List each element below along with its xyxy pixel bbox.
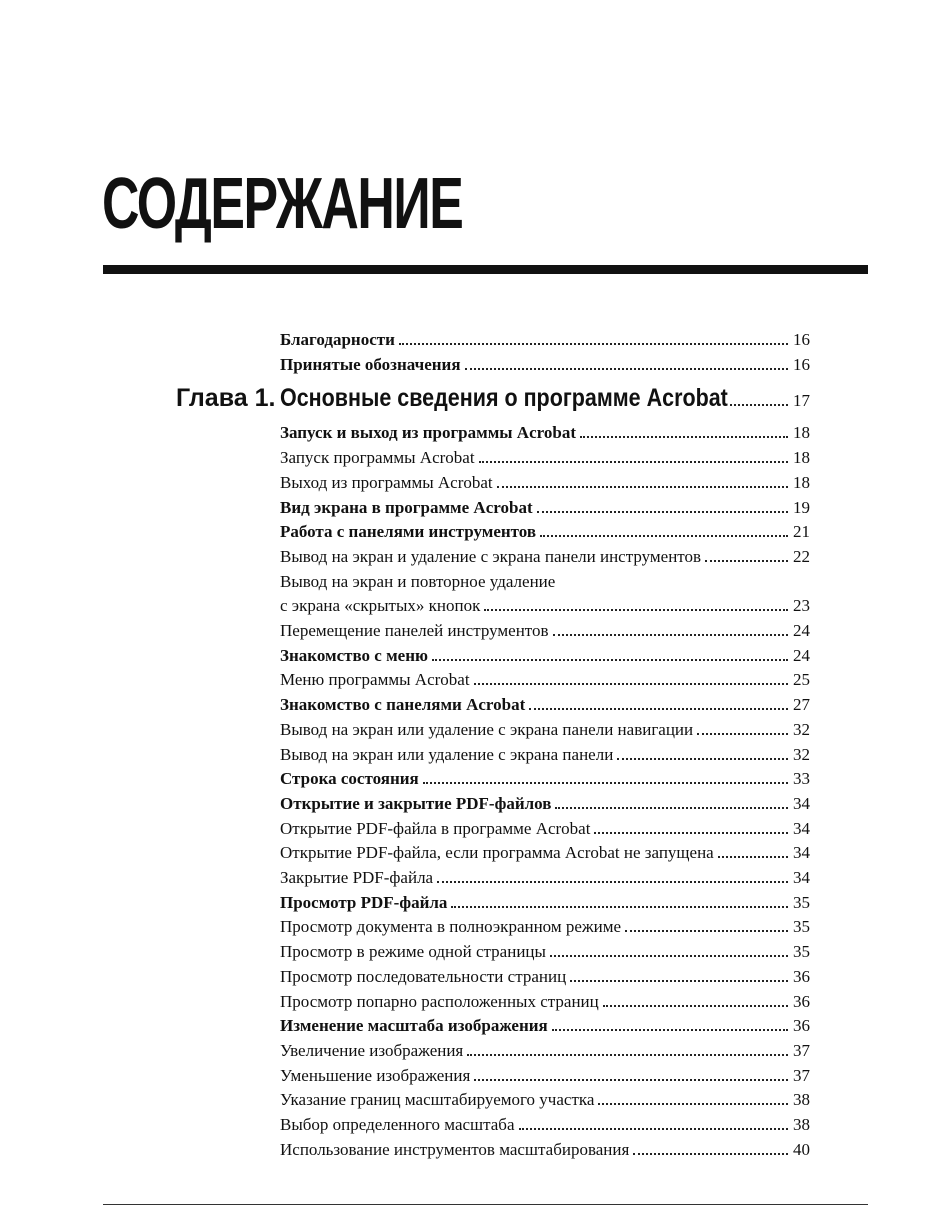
dot-leader xyxy=(552,1015,788,1031)
chapter-page: 17 xyxy=(793,391,810,411)
toc-entry-text: Знакомство с панелями Acrobat xyxy=(280,695,526,715)
toc-entry-text: Открытие и закрытие PDF-файлов xyxy=(280,793,552,813)
toc-entry[interactable] xyxy=(280,644,810,669)
toc-entry[interactable] xyxy=(280,915,810,940)
title-rule xyxy=(103,265,868,274)
toc-entry-text: Меню программы Acrobat xyxy=(280,670,470,690)
toc-entry[interactable] xyxy=(280,496,810,521)
toc-entry-page: 16 xyxy=(793,354,810,374)
toc-entry-text: Запуск и выход из программы Acrobat xyxy=(280,423,576,443)
dot-leader xyxy=(474,669,788,685)
toc-entry-text: Вывод на экран и удаление с экрана панели инструментов xyxy=(280,546,702,566)
toc-entry[interactable] xyxy=(280,693,810,718)
toc-entry-text: Уменьшение изображения xyxy=(280,1065,471,1085)
dot-leader xyxy=(423,768,788,784)
toc-entry-page: 35 xyxy=(793,917,810,937)
dot-leader xyxy=(598,1089,788,1105)
toc-entry-page: 34 xyxy=(793,818,810,838)
toc-entry-page: 25 xyxy=(793,670,810,690)
footer-rule xyxy=(103,1204,868,1205)
toc-entry[interactable] xyxy=(280,817,810,842)
page-title: СОДЕРЖАНИЕ xyxy=(102,164,463,244)
toc-entry-text: Вывод на экран или удаление с экрана панели навигации xyxy=(280,719,694,739)
toc-entry[interactable] xyxy=(280,520,810,545)
dot-leader xyxy=(553,620,788,636)
toc-entry-page: 40 xyxy=(793,1139,810,1159)
toc-entry-text: Перемещение панелей инструментов xyxy=(280,621,549,641)
toc-entry[interactable] xyxy=(280,446,810,471)
toc-entry-text: Строка состояния xyxy=(280,769,419,789)
toc-entry[interactable] xyxy=(280,965,810,990)
chapter-heading[interactable] xyxy=(176,380,810,419)
toc-entry-page: 36 xyxy=(793,991,810,1011)
toc-entry[interactable] xyxy=(280,1064,810,1089)
dot-leader xyxy=(633,1139,788,1155)
dot-leader xyxy=(697,719,788,735)
toc-entry-page: 24 xyxy=(793,621,810,641)
dot-leader xyxy=(497,472,788,488)
toc-entry-text: Увеличение изображения xyxy=(280,1040,464,1060)
dot-leader xyxy=(617,744,788,760)
toc-entry[interactable] xyxy=(280,743,810,768)
toc-entry-page: 34 xyxy=(793,793,810,813)
toc-entry-text: Вывод на экран или удаление с экрана панели xyxy=(280,744,614,764)
toc-entry-text: Изменение масштаба изображения xyxy=(280,1016,548,1036)
toc-entry[interactable] xyxy=(280,940,810,965)
toc-entry[interactable] xyxy=(280,353,810,378)
toc-entry-page: 27 xyxy=(793,695,810,715)
toc-entry-page: 34 xyxy=(793,843,810,863)
toc-entry-page: 24 xyxy=(793,645,810,665)
toc-entry[interactable] xyxy=(280,421,810,446)
chapter-entries-1 xyxy=(280,421,810,569)
toc-entry[interactable] xyxy=(280,1088,810,1113)
toc-entry-text: Просмотр последовательности страниц xyxy=(280,966,567,986)
toc-entry[interactable] xyxy=(280,718,810,743)
toc-entry[interactable] xyxy=(280,792,810,817)
toc-entry-text: Открытие PDF-файла в программе Acrobat xyxy=(280,818,591,838)
dot-leader xyxy=(465,354,788,370)
toc-entry-text: Запуск программы Acrobat xyxy=(280,448,475,468)
toc-entry-text: Просмотр PDF-файла xyxy=(280,892,448,912)
toc-entry-text: Вид экрана в программе Acrobat xyxy=(280,497,533,517)
toc-entry-page: 16 xyxy=(793,330,810,349)
toc-entry-text-line1: Вывод на экран и повторное удаление xyxy=(280,571,556,591)
dot-leader xyxy=(594,818,788,834)
dot-leader xyxy=(580,422,788,438)
dot-leader xyxy=(555,793,788,809)
toc-entry[interactable] xyxy=(280,767,810,792)
toc-entry-page: 38 xyxy=(793,1090,810,1110)
dot-leader xyxy=(399,329,788,345)
toc-entry-text: Закрытие PDF-файла xyxy=(280,868,434,888)
dot-leader xyxy=(550,941,788,957)
dot-leader xyxy=(451,892,788,908)
toc-entry[interactable] xyxy=(280,891,810,916)
toc-entry-text: Благодарности xyxy=(280,330,395,349)
toc-entry-page: 18 xyxy=(793,472,810,492)
dot-leader xyxy=(718,842,788,858)
toc-entry[interactable] xyxy=(280,471,810,496)
dot-leader xyxy=(519,1114,789,1130)
chapter-label: Глава 1. xyxy=(176,384,276,413)
toc-entry-page: 32 xyxy=(793,719,810,739)
dot-leader xyxy=(730,390,788,406)
toc-entry-page: 32 xyxy=(793,744,810,764)
dot-leader xyxy=(705,546,788,562)
toc-entry[interactable] xyxy=(280,841,810,866)
dot-leader xyxy=(537,497,788,513)
dot-leader xyxy=(625,916,788,932)
toc-entry-text: Открытие PDF-файла, если программа Acrobat не запущена xyxy=(280,843,714,863)
toc-entry-page: 18 xyxy=(793,423,810,443)
toc-entry[interactable] xyxy=(280,328,810,353)
toc-entry[interactable] xyxy=(280,1039,810,1064)
toc-entry-page: 37 xyxy=(793,1040,810,1060)
dot-leader xyxy=(603,991,788,1007)
toc-entry-page: 35 xyxy=(793,942,810,962)
toc-entry-page: 23 xyxy=(793,596,810,616)
toc-entry-text: Принятые обозначения xyxy=(280,354,461,374)
toc-entry-wrapped[interactable] xyxy=(280,570,810,619)
toc-entry-text: Выбор определенного масштаба xyxy=(280,1115,515,1135)
toc-entry[interactable] xyxy=(280,866,810,891)
toc-entry-page: 35 xyxy=(793,892,810,912)
toc-entry-text-line2: с экрана «скрытых» кнопок xyxy=(280,596,481,616)
toc-entry[interactable] xyxy=(280,990,810,1015)
toc-entry-page: 38 xyxy=(793,1115,810,1135)
toc-entry-text: Знакомство с меню xyxy=(280,645,429,665)
toc-entry-text: Просмотр в режиме одной страницы xyxy=(280,942,546,962)
dot-leader xyxy=(479,447,788,463)
toc-entry-text: Работа с панелями инструментов xyxy=(280,522,537,542)
toc-entry-text: Просмотр попарно расположенных страниц xyxy=(280,991,599,1011)
toc-entry-text: Использование инструментов масштабирования xyxy=(280,1139,630,1159)
toc-entry[interactable] xyxy=(280,668,810,693)
toc-entry-text: Просмотр документа в полноэкранном режиме xyxy=(280,917,622,937)
toc-entry-page: 22 xyxy=(793,546,810,566)
chapter-entries-2 xyxy=(280,619,810,1162)
toc-entry-text: Указание границ масштабируемого участка xyxy=(280,1090,595,1110)
toc-entry[interactable] xyxy=(280,1138,810,1163)
toc-entry-page: 19 xyxy=(793,497,810,517)
dot-leader xyxy=(570,966,788,982)
toc-entry-page: 33 xyxy=(793,769,810,789)
toc-entry-page: 37 xyxy=(793,1065,810,1085)
toc-entry[interactable] xyxy=(280,1014,810,1039)
toc-entry-page: 18 xyxy=(793,448,810,468)
dot-leader xyxy=(467,1040,788,1056)
toc-entry-page: 21 xyxy=(793,522,810,542)
toc-entry[interactable] xyxy=(280,1113,810,1138)
toc-entry-text: Выход из программы Acrobat xyxy=(280,472,493,492)
toc-entry-page: 36 xyxy=(793,1016,810,1036)
chapter-title: Основные сведения о программе Acrobat xyxy=(280,384,728,413)
toc-entry-page: 36 xyxy=(793,966,810,986)
dot-leader xyxy=(484,595,788,611)
toc-entry-page: 34 xyxy=(793,868,810,888)
dot-leader xyxy=(540,521,788,537)
front-matter-entries xyxy=(280,328,810,377)
toc-entry[interactable] xyxy=(280,545,810,570)
dot-leader xyxy=(529,694,788,710)
toc-list xyxy=(176,328,810,1163)
toc-entry[interactable] xyxy=(280,619,810,644)
dot-leader xyxy=(474,1065,788,1081)
dot-leader xyxy=(432,645,788,661)
dot-leader xyxy=(437,867,788,883)
